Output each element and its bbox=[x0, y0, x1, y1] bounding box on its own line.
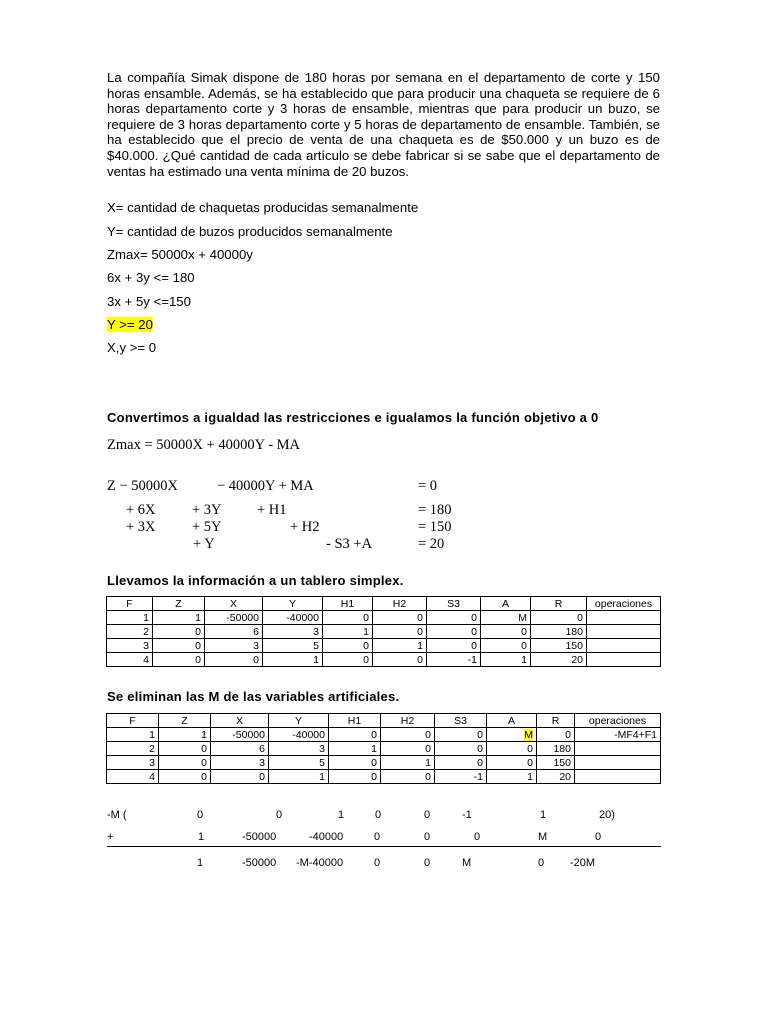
calc-row-2-z: 1 bbox=[198, 831, 205, 843]
table-cell: 0 bbox=[323, 611, 373, 625]
table-cell: 1 bbox=[269, 770, 329, 784]
equation-row-3-y: + 5Y bbox=[192, 519, 222, 535]
problem-statement: La compañía Simak dispone de 180 horas por semana en el departamento de corte y 150 horas ensamble. Además, se ha establecido que para producir una chaqueta se requiere de 6 horas departamento corte y 3 horas de ensamble, mientras que para producir un buzo, se requiere de 3 horas departamento corte y 5 horas de departamento de ensamble. También, se ha establecido que el precio de venta de una chaqueta es de $50.000 y un buzo es de $40.000. ¿Qué cantidad de cada artículo se debe fabricar si se sabe que el departamento de ventas ha estimado una venta mínima de 20 buzos. bbox=[107, 70, 660, 179]
table-cell: 0 bbox=[153, 639, 205, 653]
table-header-cell: R bbox=[537, 714, 575, 728]
highlighted-m-cell-value: M bbox=[524, 728, 533, 741]
table-cell bbox=[587, 611, 661, 625]
table-header-cell: operaciones bbox=[587, 597, 661, 611]
equation-row-2-slack: + H1 bbox=[257, 502, 287, 518]
table-cell: 3 bbox=[263, 625, 323, 639]
table-header-cell: S3 bbox=[427, 597, 481, 611]
table-cell bbox=[487, 728, 537, 742]
table-cell: -1 bbox=[435, 770, 487, 784]
table-cell: 0 bbox=[323, 653, 373, 667]
table-header-cell: H2 bbox=[381, 714, 435, 728]
simplex-table-initial bbox=[106, 596, 661, 667]
table-cell: 1 bbox=[159, 728, 211, 742]
table-row bbox=[107, 770, 661, 784]
table-cell: 0 bbox=[329, 728, 381, 742]
equation-row-3-rhs: = 150 bbox=[418, 519, 452, 535]
table-cell: 150 bbox=[537, 756, 575, 770]
table-cell: 0 bbox=[487, 742, 537, 756]
calc-row-2-a: M bbox=[538, 831, 548, 843]
table-header-cell: operaciones bbox=[575, 714, 661, 728]
equation-row-4-surplus-artificial: - S3 +A bbox=[326, 536, 373, 552]
table-cell: 0 bbox=[329, 770, 381, 784]
table-cell bbox=[575, 742, 661, 756]
calc-row-2-y: -40000 bbox=[309, 831, 344, 843]
variable-y-definition: Y= cantidad de buzos producidos semanalmente bbox=[107, 224, 393, 239]
equation-row-3-slack: + H2 bbox=[290, 519, 320, 535]
table-cell: 0 bbox=[211, 770, 269, 784]
constraint-nonnegativity: X,y >= 0 bbox=[107, 340, 157, 355]
table-cell: 5 bbox=[263, 639, 323, 653]
table-cell: 0 bbox=[323, 639, 373, 653]
table-cell: 0 bbox=[329, 756, 381, 770]
table-cell: 150 bbox=[531, 639, 587, 653]
calc-row-1-y: 1 bbox=[338, 809, 345, 821]
calc-row-1-x: 0 bbox=[276, 809, 283, 821]
calc-row-1-z: 0 bbox=[197, 809, 204, 821]
table-cell: -50000 bbox=[211, 728, 269, 742]
table-cell: 0 bbox=[159, 756, 211, 770]
calc-row-2-s3: 0 bbox=[474, 831, 481, 843]
table-cell: 1 bbox=[153, 611, 205, 625]
table-cell: 0 bbox=[537, 728, 575, 742]
table-cell: 6 bbox=[205, 625, 263, 639]
table-cell: 2 bbox=[107, 625, 153, 639]
equation-row-z-part2: − 40000Y + MA bbox=[217, 478, 314, 494]
table-cell: 0 bbox=[435, 728, 487, 742]
table-header-cell: X bbox=[211, 714, 269, 728]
table-cell bbox=[575, 770, 661, 784]
section-heading-simplex-table: Llevamos la información a un tablero simplex. bbox=[107, 573, 404, 588]
calc-row-2-h1: 0 bbox=[374, 831, 381, 843]
calc-row-1-s3: -1 bbox=[462, 809, 472, 821]
table-row bbox=[107, 728, 661, 742]
table-cell: 0 bbox=[159, 742, 211, 756]
table-cell: -1 bbox=[427, 653, 481, 667]
table-cell: 0 bbox=[427, 625, 481, 639]
calc-row-2-r: 0 bbox=[595, 831, 602, 843]
table-header-cell: Y bbox=[263, 597, 323, 611]
sum-divider-line bbox=[107, 846, 661, 847]
table-cell: -40000 bbox=[269, 728, 329, 742]
table-row bbox=[107, 653, 661, 667]
equation-row-2-x: + 6X bbox=[126, 502, 156, 518]
table-cell: 20 bbox=[531, 653, 587, 667]
table-cell: 1 bbox=[381, 756, 435, 770]
calc-row-2-label: + bbox=[107, 831, 114, 843]
table-cell: 0 bbox=[427, 611, 481, 625]
constraint-1: 6x + 3y <= 180 bbox=[107, 270, 195, 285]
table-cell: 5 bbox=[269, 756, 329, 770]
table-cell: 1 bbox=[263, 653, 323, 667]
table-cell bbox=[587, 653, 661, 667]
table-cell: 180 bbox=[531, 625, 587, 639]
table-cell: 1 bbox=[323, 625, 373, 639]
calc-row-2-x: -50000 bbox=[242, 831, 277, 843]
calc-row-1-h1: 0 bbox=[375, 809, 382, 821]
objective-function: Zmax= 50000x + 40000y bbox=[107, 247, 253, 262]
table-cell: 4 bbox=[107, 770, 159, 784]
table-cell: 0 bbox=[381, 770, 435, 784]
table-cell: 2 bbox=[107, 742, 159, 756]
table-header-cell: H1 bbox=[323, 597, 373, 611]
table-header-cell: F bbox=[107, 714, 159, 728]
table-header-cell: X bbox=[205, 597, 263, 611]
table-header-cell: Z bbox=[159, 714, 211, 728]
table-cell: 0 bbox=[481, 625, 531, 639]
table-cell: 0 bbox=[435, 756, 487, 770]
equation-row-4-rhs: = 20 bbox=[418, 536, 445, 552]
highlighted-constraint: Y >= 20 bbox=[107, 317, 153, 332]
calc-row-3-s3: M bbox=[462, 857, 472, 869]
section-heading-eliminate-m: Se eliminan las M de las variables artificiales. bbox=[107, 689, 400, 704]
calc-row-1-r: 20) bbox=[599, 809, 615, 821]
equation-row-z-rhs: = 0 bbox=[418, 478, 438, 494]
table-cell: 1 bbox=[329, 742, 381, 756]
table-cell: 0 bbox=[487, 756, 537, 770]
calc-row-3-y: -M-40000 bbox=[296, 857, 344, 869]
table-cell: 0 bbox=[531, 611, 587, 625]
table-header-cell: H2 bbox=[373, 597, 427, 611]
table-cell: 0 bbox=[381, 728, 435, 742]
equation-row-z-part1: Z − 50000X bbox=[107, 478, 179, 494]
table-cell bbox=[575, 756, 661, 770]
table-cell: 0 bbox=[373, 653, 427, 667]
simplex-table-eliminate-m bbox=[106, 713, 661, 784]
table-header-row bbox=[107, 714, 661, 728]
table-row bbox=[107, 756, 661, 770]
table-cell: 1 bbox=[487, 770, 537, 784]
table-cell: 0 bbox=[373, 625, 427, 639]
calc-row-3-z: 1 bbox=[197, 857, 204, 869]
calc-row-2-h2: 0 bbox=[424, 831, 431, 843]
calc-row-3-x: -50000 bbox=[242, 857, 277, 869]
table-cell: 0 bbox=[153, 653, 205, 667]
table-cell: 0 bbox=[435, 742, 487, 756]
table-header-cell: A bbox=[481, 597, 531, 611]
table-cell: 1 bbox=[107, 611, 153, 625]
table-cell: 3 bbox=[107, 639, 153, 653]
table-cell: 3 bbox=[107, 756, 159, 770]
constraint-3 bbox=[107, 317, 153, 332]
table-header-cell: A bbox=[487, 714, 537, 728]
table-cell: 0 bbox=[381, 742, 435, 756]
table-row bbox=[107, 639, 661, 653]
table-cell: 0 bbox=[481, 639, 531, 653]
calc-row-3-h2: 0 bbox=[424, 857, 431, 869]
equation-row-4-y: + Y bbox=[193, 536, 215, 552]
table-cell: 0 bbox=[205, 653, 263, 667]
table-cell: -MF4+F1 bbox=[575, 728, 661, 742]
table-header-cell: Y bbox=[269, 714, 329, 728]
constraint-2: 3x + 5y <=150 bbox=[107, 294, 191, 309]
table-cell bbox=[587, 625, 661, 639]
table-header-cell: S3 bbox=[435, 714, 487, 728]
table-cell bbox=[587, 639, 661, 653]
zmax-equation: Zmax = 50000X + 40000Y - MA bbox=[107, 437, 301, 453]
table-row bbox=[107, 625, 661, 639]
table-cell: 0 bbox=[153, 625, 205, 639]
equation-row-2-rhs: = 180 bbox=[418, 502, 452, 518]
table-cell: 4 bbox=[107, 653, 153, 667]
table-header-row bbox=[107, 597, 661, 611]
table-cell: 3 bbox=[211, 756, 269, 770]
calc-row-3-h1: 0 bbox=[374, 857, 381, 869]
table-cell: 1 bbox=[373, 639, 427, 653]
table-cell: 1 bbox=[107, 728, 159, 742]
calc-row-1-h2: 0 bbox=[424, 809, 431, 821]
variable-x-definition: X= cantidad de chaquetas producidas semanalmente bbox=[107, 200, 419, 215]
equation-row-2-y: + 3Y bbox=[192, 502, 222, 518]
table-cell: M bbox=[481, 611, 531, 625]
table-header-cell: F bbox=[107, 597, 153, 611]
table-cell: -50000 bbox=[205, 611, 263, 625]
calc-row-1-a: 1 bbox=[540, 809, 547, 821]
table-header-cell: R bbox=[531, 597, 587, 611]
table-cell: 3 bbox=[269, 742, 329, 756]
equation-row-3-x: + 3X bbox=[126, 519, 156, 535]
section-heading-equalities: Convertimos a igualdad las restricciones e igualamos la función objetivo a 0 bbox=[107, 410, 599, 425]
calc-row-1-label: -M ( bbox=[107, 809, 127, 821]
table-cell: 3 bbox=[205, 639, 263, 653]
table-cell: 0 bbox=[159, 770, 211, 784]
table-row bbox=[107, 742, 661, 756]
table-cell: 20 bbox=[537, 770, 575, 784]
table-cell: 6 bbox=[211, 742, 269, 756]
calc-row-3-a: 0 bbox=[538, 857, 545, 869]
table-cell: 0 bbox=[373, 611, 427, 625]
table-row bbox=[107, 611, 661, 625]
table-cell: -40000 bbox=[263, 611, 323, 625]
calc-row-3-r: -20M bbox=[570, 857, 596, 869]
table-cell: 1 bbox=[481, 653, 531, 667]
table-cell: 180 bbox=[537, 742, 575, 756]
table-cell: 0 bbox=[427, 639, 481, 653]
table-header-cell: H1 bbox=[329, 714, 381, 728]
table-header-cell: Z bbox=[153, 597, 205, 611]
